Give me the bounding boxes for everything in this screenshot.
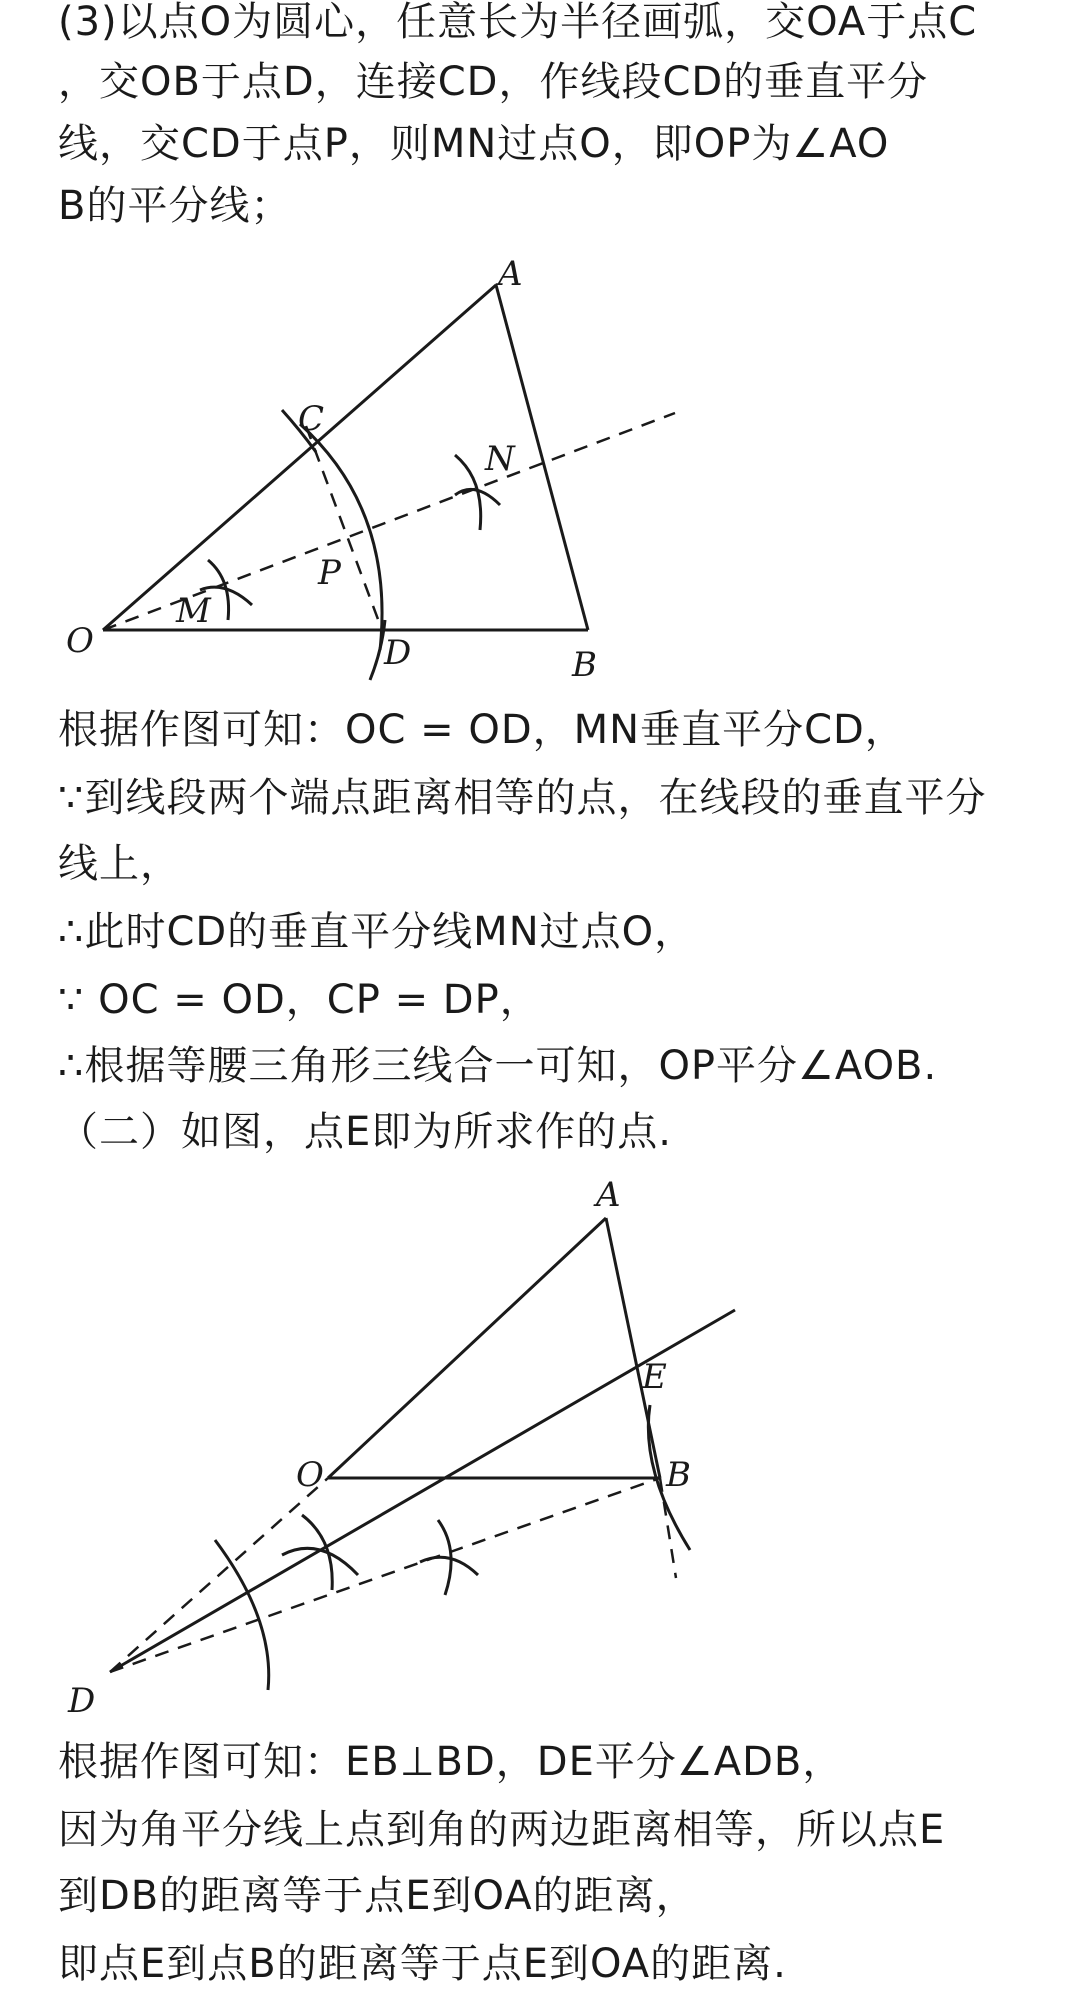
label-a: A [498,254,523,294]
arc-large-d [215,1540,269,1690]
proof1-line-2: ∵到线段两个端点距离相等的点，在线段的垂直平分 [58,775,987,821]
label-o: O [66,621,94,661]
proof2-line-3: 到DB的距离等于点E到OA的距离， [58,1873,697,1919]
part2-heading: （二）如图，点E即为所求作的点. [58,1109,672,1155]
text-line-2: ，交OB于点D，连接CD，作线段CD的垂直平分 [58,59,929,105]
proof2-line-2: 因为角平分线上点到角的两边距离相等，所以点E [58,1807,946,1853]
label-o-2: O [296,1455,324,1495]
proof1-line-6: ∴根据等腰三角形三线合一可知，OP平分∠AOB. [58,1043,938,1089]
proof1-line-1: 根据作图可知：OC = OD，MN垂直平分CD， [58,707,906,753]
segment-oa [103,285,496,630]
dashed-do [110,1478,328,1672]
proof2-line-1: 根据作图可知：EB⊥BD，DE平分∠ADB， [58,1739,844,1785]
dashed-db [110,1478,660,1672]
label-d: D [384,633,412,673]
label-b: B [572,645,597,685]
arc-n-2 [455,489,500,505]
text-line-4: B的平分线； [58,183,292,229]
arc-cd [300,424,382,650]
proof2-line-4: 即点E到点B的距离等于点E到OA的距离. [58,1941,787,1987]
label-b-2: B [666,1455,691,1495]
label-p: P [318,553,341,593]
proof1-line-4: ∴此时CD的垂直平分线MN过点O， [58,909,696,955]
arc-mid-2 [282,1548,358,1575]
label-m: M [176,591,211,631]
text-line-1: (3)以点O为圆心，任意长为半径画弧，交OA于点C [58,0,978,45]
proof1-line-3: 线上， [58,841,181,887]
label-e: E [642,1357,667,1397]
label-c: C [298,399,325,439]
label-d-2: D [68,1681,96,1720]
segment-oa-2 [328,1218,606,1478]
figure-point-e [0,1160,1080,1720]
proof1-line-5: ∵ OC = OD，CP = DP， [58,977,541,1023]
label-n: N [485,439,515,479]
text-line-3: 线，交CD于点P，则MN过点O，即OP为∠AO [58,121,890,167]
segment-ab-2 [606,1218,660,1478]
label-a-2: A [596,1175,621,1215]
figure-angle-bisector [0,0,1080,700]
